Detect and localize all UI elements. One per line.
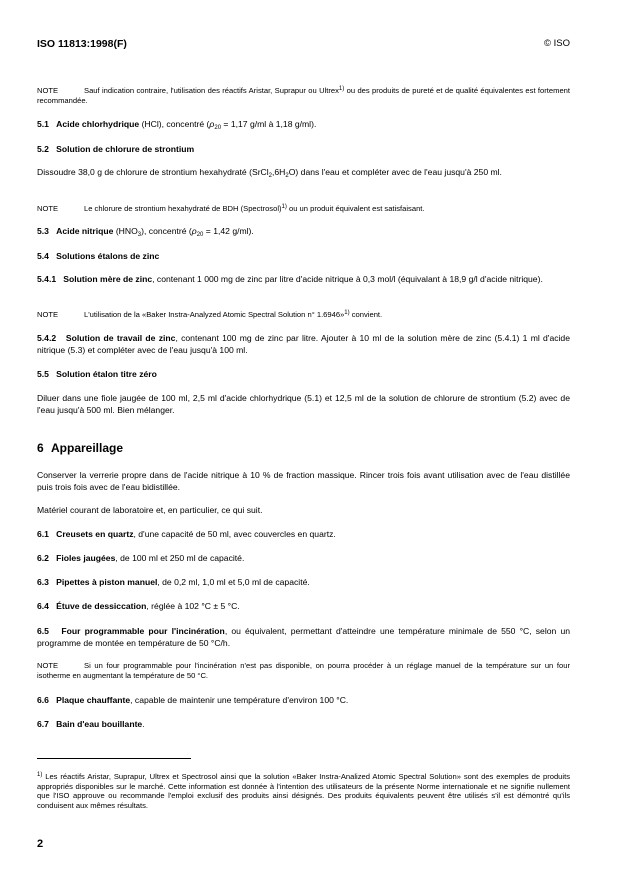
section-6-paragraph-1: Conserver la verrerie propre dans de l'acide nitrique à 10 % de fraction massique. Rincer trois fois avant utilisation avec de l'eau distillée puis trois fois avec de l'eau bidistillée. <box>37 470 570 492</box>
clause-5-2-body <box>37 167 570 179</box>
rho-symbol: ρ <box>191 226 197 236</box>
clause-number: 6.1 <box>37 529 49 539</box>
clause-number: 5.4.1 <box>37 274 57 284</box>
body-text: Dissoudre 38,0 g de chlorure de strontium hexahydraté (SrCl <box>37 167 269 177</box>
subscript: 2 <box>285 173 289 179</box>
clause-title: Solution de travail de zinc <box>65 333 176 343</box>
clause-number: 6.2 <box>37 553 49 563</box>
rho-subscript: 20 <box>196 232 204 238</box>
note-label: NOTE <box>37 310 59 319</box>
clause-5-4-1 <box>37 274 570 286</box>
clause-text: , de 100 ml et 250 ml de capacité. <box>115 553 245 563</box>
note-bdh <box>37 204 570 214</box>
clause-text: (HCl), concentré ( <box>139 119 210 129</box>
clause-text-cont: = 1,17 g/ml à 1,18 g/ml). <box>221 119 317 129</box>
clause-6-1 <box>37 529 570 541</box>
clause-6-5 <box>37 626 570 649</box>
clause-text: , contenant 1 000 mg de zinc par litre d'acide nitrique à 0,3 mol/l (équivalant à 18,9 g/l d'acide nitrique). <box>152 274 543 284</box>
note-label: NOTE <box>37 204 59 213</box>
footnote-ref: 1) <box>344 310 350 316</box>
copyright: © ISO <box>543 38 570 49</box>
clause-5-4-2 <box>37 333 570 356</box>
clause-title: Solution étalon titre zéro <box>56 369 157 379</box>
clause-title: Plaque chauffante <box>56 695 131 705</box>
rho-subscript: 20 <box>214 125 222 131</box>
note-label: NOTE <box>37 86 59 95</box>
clause-5-1 <box>37 119 570 131</box>
clause-number: 6.6 <box>37 695 49 705</box>
clause-6-4 <box>37 601 570 613</box>
clause-number: 6.4 <box>37 601 49 611</box>
note-text: Si un four programmable pour l'incinération n'est pas disponible, on pourra procéder à un réglage manuel de la température sur un four isotherme en augmentant la température de 50 °C. <box>37 661 570 680</box>
note-reagents <box>37 86 570 105</box>
clause-6-6 <box>37 695 570 707</box>
clause-title: Solution de chlorure de strontium <box>56 144 195 154</box>
clause-title: Four programmable pour l'incinération <box>61 626 225 636</box>
clause-title: Solutions étalons de zinc <box>56 251 160 261</box>
clause-text: , de 0,2 ml, 1,0 ml et 5,0 ml de capacité. <box>157 577 310 587</box>
body-text: O) dans l'eau et compléter avec de l'eau jusqu'à 250 ml. <box>288 167 502 177</box>
clause-title: Acide nitrique <box>56 226 114 236</box>
note-text: Le chlorure de strontium hexahydraté de BDH (Spectrosol) <box>84 204 282 213</box>
clause-text: = 1,42 g/ml). <box>203 226 254 236</box>
note-label: NOTE <box>37 661 59 670</box>
clause-text: , réglée à 102 °C ± 5 °C. <box>146 601 240 611</box>
section-6-heading <box>37 441 123 455</box>
clause-title: Bain d'eau bouillante <box>56 719 143 729</box>
section-6-paragraph-2: Matériel courant de laboratoire et, en particulier, ce qui suit. <box>37 505 263 515</box>
clause-5-5-body: Diluer dans une fiole jaugée de 100 ml, 2,5 ml d'acide chlorhydrique (5.1) et 12,5 ml de la solution de chlorure de strontium (5.2) avec de l'eau jusqu'à 500 ml. Bien mélanger. <box>37 393 570 415</box>
clause-title: Creusets en quartz <box>56 529 134 539</box>
clause-title: Pipettes à piston manuel <box>56 577 158 587</box>
clause-text: . <box>142 719 145 729</box>
clause-5-4-heading <box>37 251 570 263</box>
note-text: Sauf indication contraire, l'utilisation des réactifs Aristar, Suprapur ou Ultrex <box>84 86 339 95</box>
note-four <box>37 661 570 680</box>
clause-number: 6.7 <box>37 719 49 729</box>
footnote-ref: 1) <box>281 204 287 210</box>
footnote-ref: 1) <box>338 86 345 92</box>
rho-symbol: ρ <box>209 119 215 129</box>
note-baker <box>37 310 570 320</box>
clause-number: 5.5 <box>37 369 49 379</box>
clause-number: 5.4.2 <box>37 333 57 343</box>
clause-6-3 <box>37 577 570 589</box>
clause-title: Fioles jaugées <box>56 553 116 563</box>
subscript: 2 <box>268 173 273 179</box>
clause-title: Acide chlorhydrique <box>56 119 140 129</box>
clause-6-7 <box>37 719 570 731</box>
clause-title: Étuve de dessiccation <box>56 601 147 611</box>
section-title: Appareillage <box>51 441 124 455</box>
clause-5-3 <box>37 226 570 238</box>
clause-5-5-heading <box>37 369 570 381</box>
subscript: 3 <box>137 232 142 238</box>
body-text: ,6H <box>272 167 286 177</box>
clause-text: , ou équivalent, permettant d'atteindre une température minimale de 550 °C, selon un programme de montée en température de 50 °C/h. <box>37 626 570 648</box>
clause-text: , d'une capacité de 50 ml, avec couvercles en quartz. <box>133 529 336 539</box>
clause-title: Solution mère de zinc <box>63 274 153 284</box>
clause-text: , contenant 100 mg de zinc par litre. Ajouter à 10 ml de la solution mère de zinc (5.4.1) 1 ml d'acide nitrique (5.3) et compléter avec de l'eau jusqu'à 100 ml. <box>37 333 570 355</box>
section-number: 6 <box>37 441 44 455</box>
clause-5-2-heading <box>37 144 570 156</box>
clause-number: 6.5 <box>37 626 49 636</box>
footnote-separator <box>37 758 191 759</box>
footnote-mark: 1) <box>37 772 43 778</box>
clause-text: (HNO <box>113 226 138 236</box>
footnote <box>37 772 570 810</box>
clause-number: 5.1 <box>37 119 49 129</box>
footnote-text: Les réactifs Aristar, Suprapur, Ultrex et Spectrosol ainsi que la solution «Baker Instra-Analized Atomic Spectral Solution» sont des exemples de produits appropriés disponibles sur le marché. Cette information est donnée à l'intention des utilisateurs de la présente Norme internationale et ne signifie nullement que l'ISO approuve ou recommande l'emploi exclusif des produits ainsi désignés. Des produits équivalents peuvent être utilisés s'il est démontré qu'ils conduisent aux mêmes résultats. <box>37 772 570 810</box>
clause-text: , capable de maintenir une température d'environ 100 °C. <box>130 695 349 705</box>
page-number: 2 <box>37 838 44 850</box>
clause-number: 5.2 <box>37 144 49 154</box>
note-text: L'utilisation de la «Baker Instra-Analyzed Atomic Spectral Solution n° 1.6946» <box>84 310 345 319</box>
note-text-cont: ou des produits de pureté et de qualité équivalentes est fortement recommandée. <box>37 86 570 105</box>
note-text-cont: ou un produit équivalent est satisfaisant. <box>286 204 425 213</box>
clause-text: ), concentré ( <box>141 226 192 236</box>
document-id: ISO 11813:1998(F) <box>37 38 127 50</box>
clause-number: 5.3 <box>37 226 49 236</box>
note-text-cont: convient. <box>349 310 383 319</box>
clause-number: 6.3 <box>37 577 49 587</box>
clause-6-2 <box>37 553 570 565</box>
clause-number: 5.4 <box>37 251 49 261</box>
